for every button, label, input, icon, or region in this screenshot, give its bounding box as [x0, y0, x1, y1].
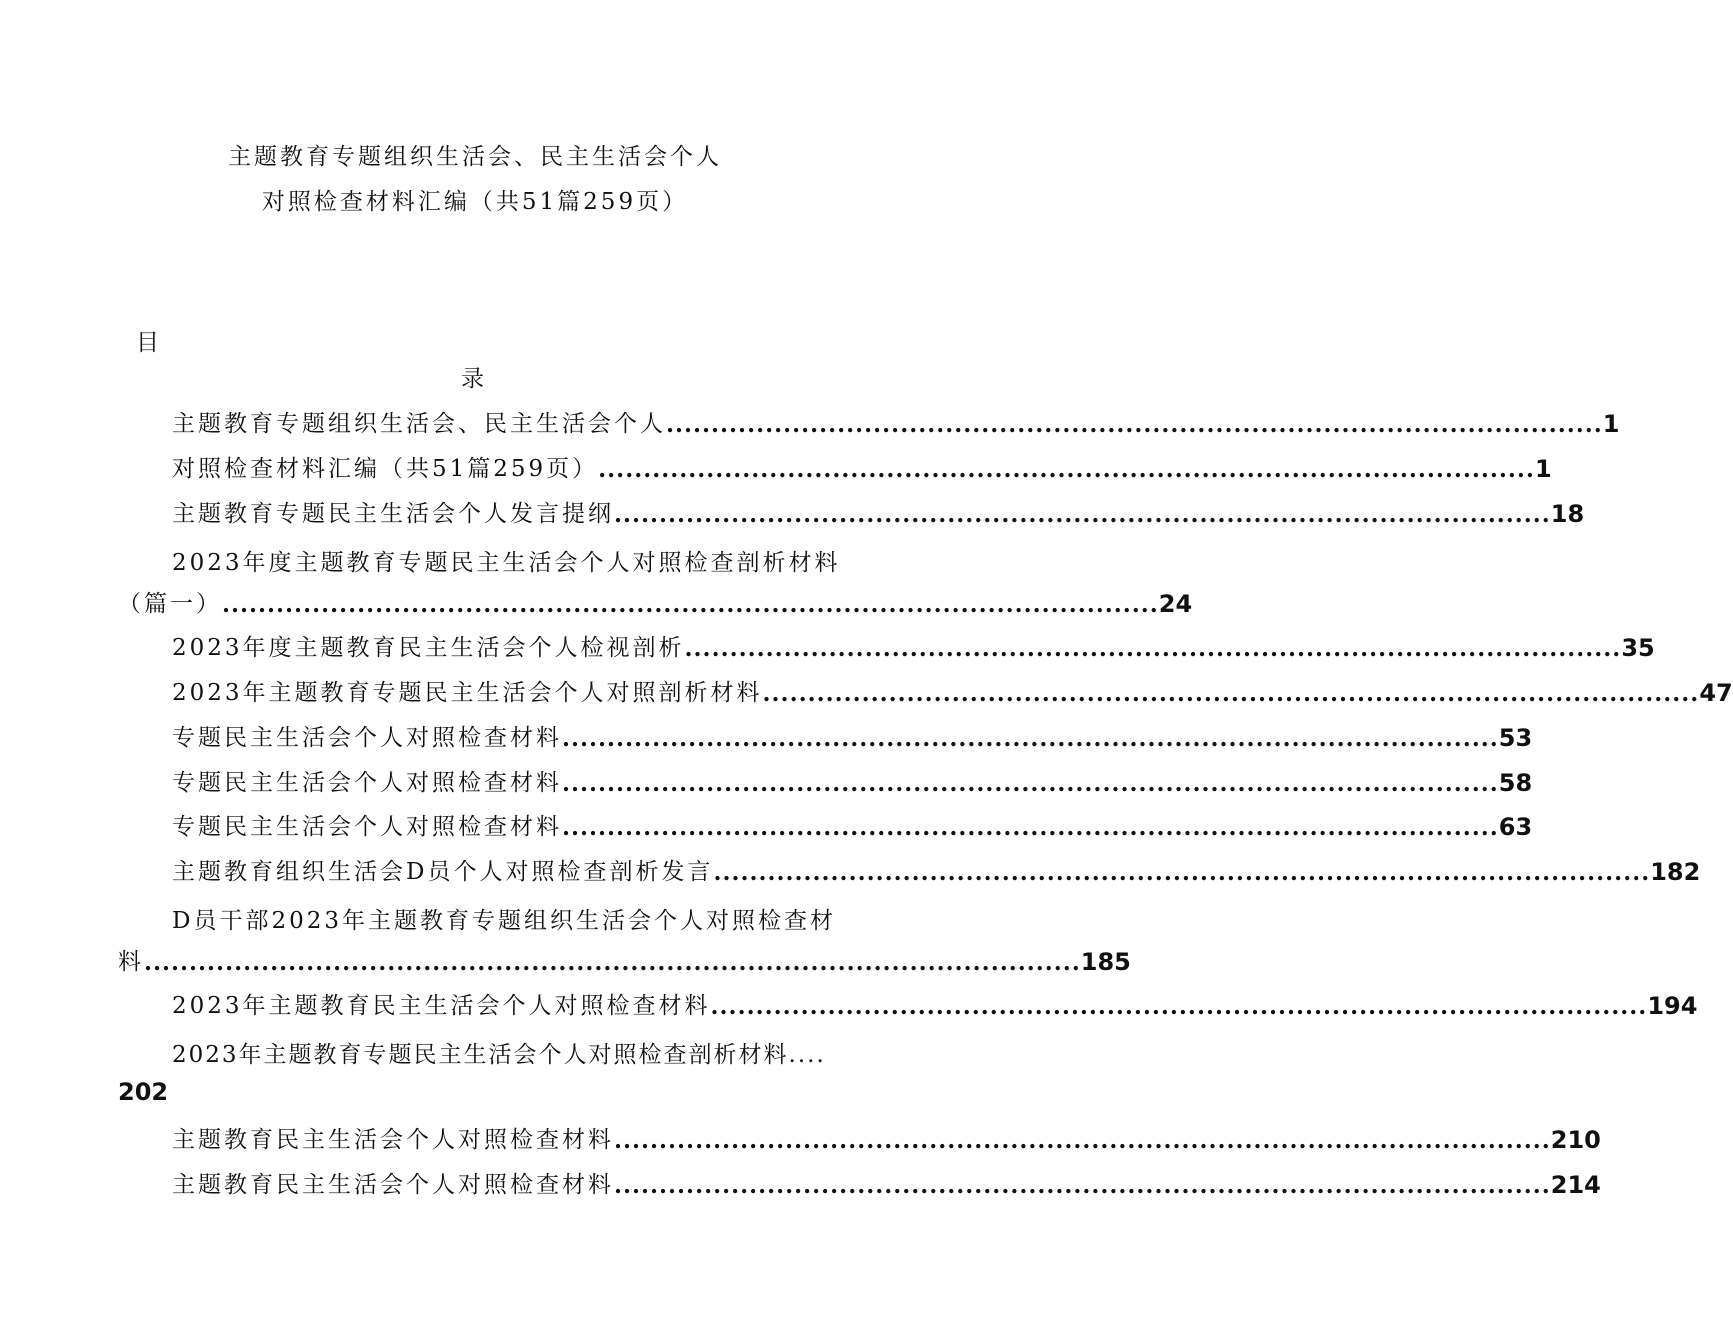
toc-entry[interactable] — [172, 1120, 1601, 1154]
toc-entry-page: 1 — [1602, 410, 1620, 438]
toc-leader-dots: ........................................................................................................ — [614, 1127, 1551, 1154]
toc-entry-title-rest: （篇一） — [118, 591, 222, 617]
toc-entry-title-rest: 料 — [118, 949, 144, 975]
toc-entry-title: 2023年主题教育民主生活会个人对照检查材料 — [172, 993, 711, 1019]
toc-entry-title: 主题教育专题组织生活会、民主生活会个人 — [172, 411, 666, 437]
toc-entry[interactable] — [172, 763, 1533, 797]
toc-entry[interactable] — [172, 673, 1733, 707]
toc-entry-page: 24 — [1158, 590, 1193, 618]
toc-entry-page: 194 — [1647, 992, 1698, 1020]
toc-entry-page[interactable]: 202 — [118, 1078, 169, 1106]
toc-leader-dots: ........................................................................................................ — [684, 635, 1622, 662]
toc-leader-dots: ........................................................................................................ — [762, 680, 1700, 707]
toc-entry[interactable] — [172, 449, 1552, 483]
toc-entry-page: 47 — [1699, 679, 1733, 707]
toc-leader-dots: ........................................................................................................ — [144, 949, 1081, 976]
toc-entry[interactable] — [172, 718, 1533, 752]
toc-entry-page: 185 — [1080, 948, 1131, 976]
toc-entry-page: 63 — [1498, 813, 1533, 841]
toc-entry[interactable] — [172, 404, 1620, 438]
toc-entry-page: 53 — [1498, 724, 1533, 752]
toc-entry-title: 主题教育民主生活会个人对照检查材料 — [172, 1127, 614, 1153]
toc-entry-title[interactable]: 2023年主题教育专题民主生活会个人对照检查剖析材料.... — [172, 1042, 826, 1068]
toc-entry-title: 专题民主生活会个人对照检查材料 — [172, 814, 562, 840]
toc-entry-page: 58 — [1498, 769, 1533, 797]
toc-heading-lu: 录 — [461, 366, 484, 392]
document-title-line-2: 对照检查材料汇编（共51篇259页） — [261, 189, 689, 215]
toc-entry-title: 主题教育民主生活会个人对照检查材料 — [172, 1172, 614, 1198]
toc-entry[interactable] — [118, 584, 1193, 618]
toc-leader-dots: ........................................................................................................ — [614, 501, 1551, 528]
toc-leader-dots: ........................................................................................................ — [614, 1172, 1551, 1199]
toc-entry[interactable] — [172, 807, 1533, 841]
toc-leader-dots: ........................................................................................................ — [222, 591, 1159, 618]
toc-leader-dots: ........................................................................................................ — [562, 814, 1499, 841]
toc-leader-dots: ........................................................................................................ — [598, 456, 1535, 483]
toc-entry-title: 主题教育组织生活会D员个人对照检查剖析发言 — [172, 859, 714, 885]
toc-entry-title-first-line[interactable]: D员干部2023年主题教育专题组织生活会个人对照检查材 — [172, 908, 836, 934]
toc-entry[interactable] — [172, 628, 1655, 662]
toc-leader-dots: ........................................................................................................ — [713, 859, 1651, 886]
toc-entry[interactable] — [172, 1165, 1601, 1199]
toc-entry-page: 1 — [1534, 455, 1552, 483]
toc-entry-title: 2023年主题教育专题民主生活会个人对照剖析材料 — [172, 680, 763, 706]
toc-entry-title: 对照检查材料汇编（共51篇259页） — [172, 456, 599, 482]
toc-entry[interactable] — [172, 852, 1701, 886]
toc-entry-title: 专题民主生活会个人对照检查材料 — [172, 725, 562, 751]
toc-entry-page: 35 — [1621, 634, 1655, 662]
toc-entry-page: 182 — [1650, 858, 1701, 886]
document-title-line-1: 主题教育专题组织生活会、民主生活会个人 — [228, 144, 722, 170]
toc-entry-title: 专题民主生活会个人对照检查材料 — [172, 770, 562, 796]
toc-entry[interactable] — [172, 986, 1698, 1020]
toc-leader-dots: ........................................................................................................ — [562, 770, 1499, 797]
toc-entry-title-first-line[interactable]: 2023年度主题教育专题民主生活会个人对照检查剖析材料 — [172, 550, 841, 576]
toc-entry-title: 主题教育专题民主生活会个人发言提纲 — [172, 501, 614, 527]
toc-entry[interactable] — [172, 494, 1585, 528]
toc-leader-dots: ........................................................................................................ — [562, 725, 1499, 752]
toc-entry-page: 210 — [1550, 1126, 1601, 1154]
toc-heading-mu: 目 — [136, 330, 159, 356]
toc-entry-title: 2023年度主题教育民主生活会个人检视剖析 — [172, 635, 685, 661]
toc-leader-dots: ........................................................................................................ — [710, 993, 1648, 1020]
toc-leader-dots: ........................................................................................................ — [666, 411, 1603, 438]
toc-entry-page: 214 — [1550, 1171, 1601, 1199]
toc-entry[interactable] — [118, 942, 1131, 976]
toc-entry-page: 18 — [1550, 500, 1585, 528]
